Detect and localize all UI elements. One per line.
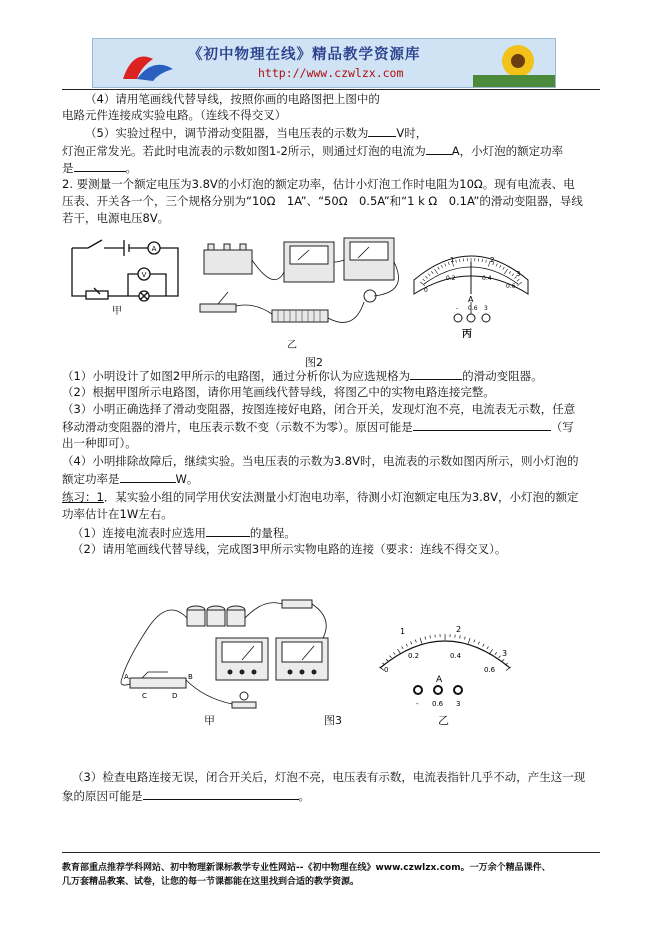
ex-q1: [72, 525, 296, 541]
q5-text-a: （5）实验过程中，调节滑动变阻器，当电压表的示数为: [85, 126, 369, 140]
p2-line3: 若干，电源电压8V。: [62, 211, 170, 225]
bing-terminal-3: 3: [484, 305, 488, 312]
ex-q3-text-a: 象的原因可能是: [62, 789, 143, 803]
bing-top-tick-3: 3: [516, 270, 521, 278]
yi-bottom-tick-2: 0.4: [450, 652, 462, 660]
scale-tick: [425, 636, 426, 639]
ex-line1-text: ．某实验小组的同学用伏安法测量小灯泡电功率，待测小灯泡额定电压为3.8V，小灯泡的额定: [103, 490, 579, 504]
scale-tick: [460, 635, 461, 638]
answer-blank-current[interactable]: [426, 143, 452, 155]
svg-text:A: A: [151, 245, 157, 253]
scale-tick: [502, 659, 504, 661]
p2-q1-text-a: （1）小明设计了如图2甲所示的电路图，通过分析你认为应选规格为: [62, 369, 411, 383]
fig3-label-d: D: [172, 692, 178, 700]
bing-zero: 0: [424, 287, 428, 294]
yi-terminal-knob-3: [454, 686, 462, 694]
scale-tick: [499, 656, 501, 658]
scale-tick: [390, 656, 392, 658]
header-rule: [62, 89, 600, 90]
scale-tick: [430, 635, 431, 638]
p2-q3-line2: [62, 419, 574, 435]
scale-tick: [397, 649, 400, 654]
fig2-caption: 图2: [305, 356, 323, 369]
p2-line2: 压表、开关各一个，三个规格分别为“10Ω 1A”、“50Ω 0.5A”和“1 k Ω 0.1A”的滑动变阻器，导线: [62, 194, 583, 208]
bing-bottom-tick-2: 0.4: [482, 275, 492, 282]
answer-blank-rheostat[interactable]: [410, 368, 462, 380]
answer-blank-range[interactable]: [206, 525, 250, 537]
answer-blank-cause[interactable]: [413, 419, 551, 431]
q5-line2-text-b: A，小灯泡的额定功率: [451, 144, 564, 158]
scale-tick: [489, 649, 492, 654]
ex-q3-line2: [62, 788, 310, 804]
yi-terminal-minus: -: [416, 700, 419, 708]
fig2-yi-label: 乙: [287, 340, 297, 351]
bing-bottom-tick-3: 0.6: [506, 283, 516, 290]
fig2-bing-label: 丙: [462, 329, 472, 340]
q5-line3-text-a: 是: [62, 161, 74, 175]
yi-top-tick-1: 1: [400, 627, 406, 636]
p2-q4-line2: [62, 471, 198, 487]
scale-tick: [483, 644, 484, 647]
fig3-label-c: C: [142, 692, 147, 700]
fig2-jia-label: 甲: [112, 306, 122, 317]
q4-line1: （4）请用笔画线代替导线，按照你画的电路图把上图中的: [85, 92, 380, 106]
bing-terminal-06: 0.6: [468, 305, 478, 312]
scale-tick: [420, 638, 422, 644]
ex-line1: [62, 490, 578, 505]
scale-tick: [406, 644, 407, 647]
p2-q3-text-b: （写: [550, 420, 574, 434]
scale-tick: [506, 667, 511, 671]
scale-tick: [402, 646, 404, 649]
bing-terminal-knob-minus: [454, 314, 462, 322]
q5-line2: [62, 143, 563, 159]
scale-tick: [468, 638, 470, 644]
fig3-label-b: B: [188, 673, 193, 681]
fig3-jia-label: 甲: [204, 714, 215, 727]
q5-text-b: V时，: [396, 126, 428, 140]
ex-label: 练习：1: [62, 490, 104, 504]
answer-blank-voltage[interactable]: [368, 125, 396, 137]
bing-terminal-knob-3: [482, 314, 490, 322]
p2-q1: [62, 368, 543, 384]
fig2-ammeter-bing: [410, 240, 532, 332]
answer-blank-power[interactable]: [74, 160, 126, 172]
ex-q1-text-b: 的量程。: [249, 526, 296, 540]
p2-q3-line1: （3）小明正确选择了滑动变阻器，按图连接好电路，闭合开关，发现灯泡不亮，电流表无示数，任意: [62, 402, 576, 416]
fig2-apparatus: [194, 232, 404, 344]
scale-tick: [411, 642, 412, 645]
p2-q4-line1: （4）小明排除故障后，继续实验。当电压表的示数为3.8V时，电流表的示数如图丙所示，则小灯泡的: [62, 454, 579, 468]
ex-line2: 功率估计在1W左右。: [62, 507, 173, 521]
q5-line3: [62, 160, 137, 176]
fig3-yi-label: 乙: [438, 714, 449, 727]
yi-top-tick-3: 3: [502, 649, 508, 658]
answer-blank-rated-power[interactable]: [120, 471, 176, 483]
bing-top-tick-2: 2: [490, 256, 495, 264]
fig3-apparatus: [108, 588, 338, 714]
q5-line2-text-a: 灯泡正常发光。若此时电流表的示数如图1-2所示，则通过灯泡的电流为: [62, 144, 426, 158]
ex-q2: （2）请用笔画线代替导线，完成图3甲所示实物电路的连接（要求：连线不得交叉）。: [72, 542, 507, 556]
ex-q1-text-a: （1）连接电流表时应选用: [72, 526, 206, 540]
banner-url[interactable]: http://www.czwlzx.com: [258, 66, 404, 80]
ex-q3-line1: （3）检查电路连接无误，闭合开关后，灯泡不亮，电压表有示数，电流表指针几乎不动，产生这一现: [72, 770, 586, 784]
yi-terminal-label: A: [436, 675, 443, 685]
bing-terminal-minus: -: [456, 305, 459, 312]
svg-text:V: V: [141, 271, 147, 279]
scale-tick: [464, 637, 465, 640]
yi-terminal-knob-06: [434, 686, 442, 694]
p2-q4-text-b: W。: [175, 472, 199, 486]
scale-tick: [386, 659, 388, 661]
p2-q2: （2）根据甲图所示电路图，请你用笔画线代替导线，将图乙中的实物电路连接完整。: [62, 385, 495, 399]
yi-top-tick-2: 2: [456, 625, 462, 634]
p2-q3-text-a: 移动滑动变阻器的滑片，电压表示数不变（示数不为零）。原因可能是: [62, 420, 413, 434]
bing-terminal-label: A: [468, 295, 474, 304]
footer-rule: [62, 852, 600, 853]
answer-blank-reason[interactable]: [143, 788, 299, 800]
q4-line2: 电路元件连接成实验电路。（连线不得交叉）: [62, 108, 287, 122]
scale-tick: [415, 640, 416, 643]
fig3-ammeter-yi: [370, 620, 520, 712]
scale-tick: [478, 642, 479, 645]
yi-bottom-tick-0: 0: [384, 666, 389, 674]
yi-terminal-knob-minus: [414, 686, 422, 694]
yi-bottom-tick-1: 0.2: [408, 652, 420, 660]
q5-line3-text-b: 。: [125, 161, 137, 175]
footer-line1: 教育部重点推荐学科网站、初中物理新课标教学专业性网站--《初中物理在线》www.czwlzx.com。一万余个精品课件、: [62, 863, 551, 873]
fig2-circuit-diagram: [66, 236, 186, 314]
p2-q3-line3: 出一种即可）。: [62, 436, 137, 450]
ex-q3-text-b: 。: [298, 789, 310, 803]
yi-bottom-tick-3: 0.6: [484, 666, 496, 674]
q5-line1: [85, 125, 427, 141]
bing-bottom-tick-1: 0.2: [446, 275, 456, 282]
p2-q4-text-a: 额定功率是: [62, 472, 120, 486]
fig3-label-a: A: [124, 673, 129, 681]
p2-q1-text-b: 的滑动变阻器。: [462, 369, 543, 383]
p2-line1: 2. 要测量一个额定电压为3.8V的小灯泡的额定功率，估计小灯泡工作时电阻为10Ω。现有电流表、电: [62, 177, 575, 191]
fig3-caption: 图3: [324, 714, 342, 727]
scale-tick: [495, 652, 497, 654]
scale-tick: [487, 646, 489, 649]
footer-line2: 几万套精品教案、试卷，让您的每一节课都能在这里找到合适的教学资源。: [62, 877, 360, 887]
scale-tick: [393, 652, 395, 654]
yi-terminal-3: 3: [456, 700, 461, 708]
banner-title: 《初中物理在线》精品教学资源库: [188, 46, 421, 63]
yi-terminal-06: 0.6: [432, 700, 444, 708]
bing-top-tick-1: 1: [450, 256, 455, 264]
header-banner: [92, 38, 556, 88]
scale-tick: [474, 640, 475, 643]
bing-terminal-knob-06: [467, 314, 475, 322]
